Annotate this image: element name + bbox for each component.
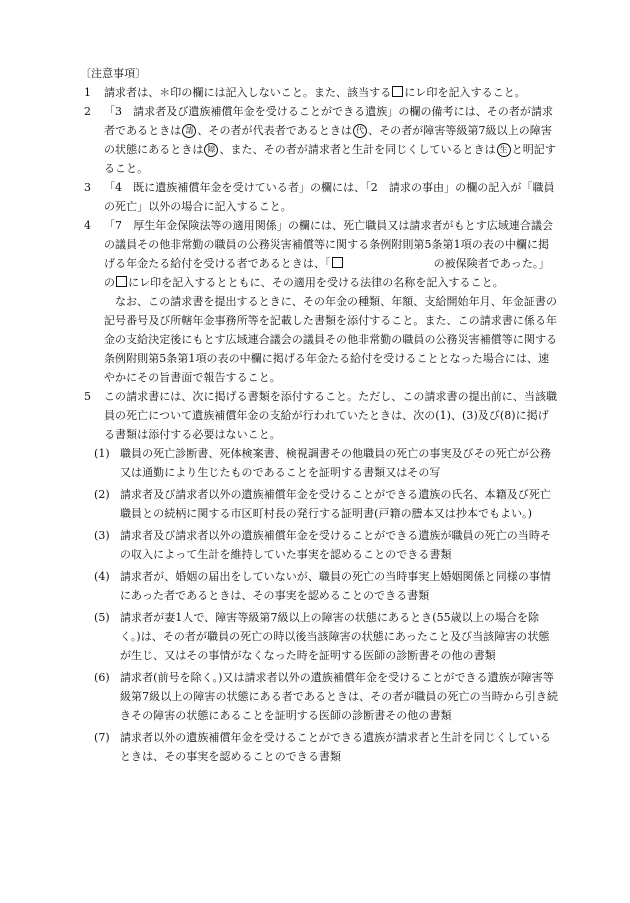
item-text: 請求者は、＊印の欄には記入しないこと。また、該当する [104,86,392,99]
item-note: なお、この請求書を提出するときに、その年金の種類、年額、支給開始年月、年金証書の記号番号及び所轄年金事務所等を記載した書類を添付すること。また、この請求書に係る年金の支給決定後にもとす広域連合議会の議員その他非常勤の職員の公務災害補償等に関する条例附則第5条第1項の表の中欄に掲げる年金たる給付を受けることとなった場合には、速やかにその旨書面で報告すること。 [104,295,558,384]
notes-document [78,64,558,769]
item-number: 2 [84,105,92,118]
sub-item-number: (1) [94,447,110,460]
sub-item-number: (6) [94,671,110,684]
item-text: にレ印を記入すること。 [404,86,526,99]
sub-item-number: (7) [94,731,110,744]
note-item-3 [78,178,558,216]
item-text: と明記すること。 [104,143,556,175]
attachment-item-4 [78,567,558,605]
circled-mark-dai: 代 [353,124,367,138]
sub-item-text: 請求者が、婚姻の届出をしていないが、職員の死亡の当時事実上婚姻関係と同様の事情にあった者であるときは、その事実を認めることのできる書類 [120,570,551,602]
attachment-item-7 [78,728,558,766]
attachment-item-6 [78,668,558,725]
note-item-5 [78,387,558,444]
circled-mark-sei2: 生 [497,143,511,157]
attachment-item-3 [78,526,558,564]
sub-item-text: 請求者以外の遺族補償年金を受けることができる遺族が請求者と生計を同じくしているときは、その事実を認めることのできる書類 [120,731,551,763]
circled-mark-sei: 請 [182,124,196,138]
attachment-item-2 [78,485,558,523]
item-text: にレ印を記入するとともに、その適用を受ける法律の名称を記入すること。 [128,276,504,289]
sub-item-number: (4) [94,570,110,583]
notes-title: 〔注意事項〕 [80,67,147,80]
checkbox-symbol [116,276,127,287]
note-item-2 [78,102,558,178]
sub-item-text: 請求者及び請求者以外の遺族補償年金を受けることができる遺族の氏名、本籍及び死亡職員との続柄に関する市区町村長の発行する証明書(戸籍の謄本又は抄本でもよい。) [120,488,551,520]
item-number: 3 [84,181,92,194]
item-number: 4 [84,219,92,232]
item-text: の被保険者であった。」の [104,257,550,289]
item-number: 1 [84,86,92,99]
checkbox-symbol [332,257,343,268]
item-text: 、また、その者が請求者と生計を同じくしているときは [219,143,496,156]
item-text: 「3 請求者及び遺族補償年金を受けることができる遺族」の欄の備考には、その者が請求者であるときは [104,105,554,137]
sub-item-text: 請求者及び請求者以外の遺族補償年金を受けることができる遺族が職員の死亡の当時その収入によって生計を維持していた事実を認めることのできる書類 [120,529,551,561]
item-text: 「4 既に遺族補償年金を受けている者」の欄には、「2 請求の事由」の欄の記入が「職員の死亡」以外の場合に記入すること。 [104,181,555,213]
item-number: 5 [84,390,92,403]
attachment-item-1 [78,444,558,482]
sub-item-number: (3) [94,529,110,542]
attachment-list [78,444,558,766]
checkbox-symbol [392,86,403,97]
note-item-4 [78,216,558,387]
item-text: この請求書には、次に掲げる書類を添付すること。ただし、この請求書の提出前に、当該職員の死亡について遺族補償年金の支給が行われていたときは、次の(1)、(3)及び(8)に掲げる書類は添付する必要はないこと。 [104,390,558,441]
item-text: 、その者が障害等級第7級以上の障害の状態にあるときは [104,124,552,156]
sub-item-text: 請求者が妻1人で、障害等級第7級以上の障害の状態にあるとき(55歳以上の場合を除く。)は、その者が職員の死亡の時以後当該障害の状態にあったこと及び当該障害の状態が生じ、又はその事情がなくなった時を証明する医師の診断書その他の書類 [120,611,550,662]
sub-item-number: (5) [94,611,110,624]
item-text: 、その者が代表者であるときは [197,124,353,137]
note-item-1 [78,83,558,102]
sub-item-text: 職員の死亡診断書、死体検案書、検視調書その他職員の死亡の事実及びその死亡が公務又は通勤により生じたものであることを証明する書類又はその写 [120,447,551,479]
circled-mark-sho: 障 [204,143,218,157]
item-text: 「7 厚生年金保険法等の適用関係」の欄には、死亡職員又は請求者がもとす広域連合議会の議員その他非常勤の職員の公務災害補償等に関する条例附則第5条第1項の表の中欄に掲げる年金たる給付を受ける者であるときは、「 [104,219,554,270]
sub-item-text: 請求者(前号を除く。)又は請求者以外の遺族補償年金を受けることができる遺族が障害等級第7級以上の障害の状態にある者であるときは、その者が職員の死亡の当時から引き続きその障害の状態にあることを証明する医師の診断書その他の書類 [120,671,558,722]
attachment-item-5 [78,608,558,665]
sub-item-number: (2) [94,488,110,501]
